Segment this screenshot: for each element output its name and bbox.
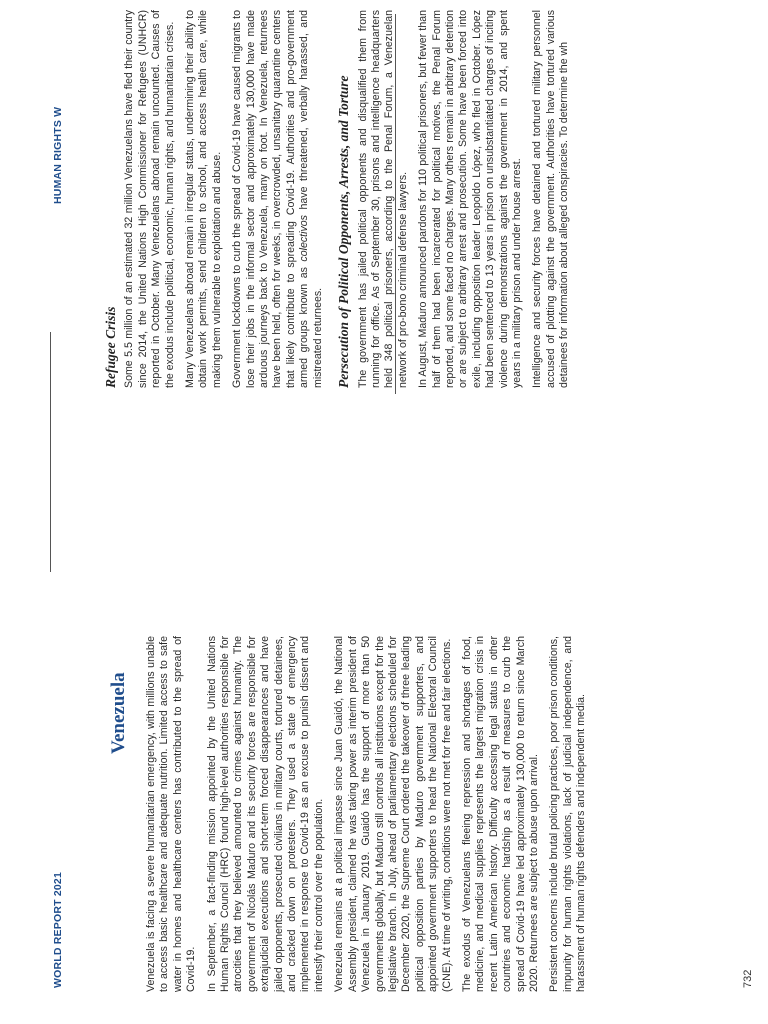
colectivos-term: colectivos	[298, 215, 311, 262]
running-header-right: HUMAN RIGHTS W	[52, 106, 64, 204]
refugee-paragraph-2: Many Venezuelans abroad remain in irregular status, undermining their ability to obtain work permits, send children to school, and access health care, while making them vulnerable to exploitation and abuse.	[184, 10, 223, 388]
refugee-paragraph-3-start: Government lockdowns to curb the spread of Covid-19 have caused migrants to lose their jobs in the informal sector and approximately 130,000 have made arduous journeys back to Venezuela, many on foot. In Venezuela, returnees have been held, often for weeks, in overcrowded, unsanitary quarantine centers that likely contribute to spreading Covid-19. Authorities and pro-government armed groups known as	[231, 10, 311, 388]
refugee-paragraph-3-end: have threatened, verbally harassed, and mistreated returnees.	[298, 10, 324, 388]
title-divider	[50, 332, 51, 572]
section-heading-persecution: Persecution of Political Opponents, Arrests, and Torture	[336, 75, 352, 388]
right-column	[104, 10, 579, 388]
refugee-paragraph-3	[231, 10, 325, 388]
refugee-paragraph-1: Some 5.5 million of an estimated 32 million Venezuelans have fled their country since 2014, the United Nations High Commissioner for Refugees (UNHCR) reported in October. Many Venezuelans abroad remain uncounted. Causes of the exodus include political, economic, human rights, and humanitarian crises.	[123, 10, 176, 388]
persecution-paragraph-3: Intelligence and security forces have detained and tortured military personnel accused of plotting against the government. Authorities have tortured various detainees for information about alleged conspiracies. To determine the wh	[531, 10, 571, 388]
running-header-left: WORLD REPORT 2021	[52, 871, 64, 988]
persecution-paragraph-2: In August, Maduro announced pardons for 110 political prisoners, but fewer than half of them had been incarcerated for political motives, the Penal Forum reported, and some faced no charges. Many others remain in arbitrary detention or are subject to arbitrary arrest and prosecution. Some have been forced into exile, including opposition leader Leopoldo López, who fled in October. López had been sentenced to 13 years in prison on unsubstantiated charges of inciting violence during demonstrations against the government in 2014, and spent years in a military prison and under house arrest.	[417, 10, 523, 388]
country-title: Venezuela	[108, 672, 129, 754]
left-column	[145, 636, 596, 992]
page-number: 732	[742, 969, 754, 988]
intro-paragraph-5: Persistent concerns include brutal policing practices, poor prison conditions, impunity for human rights violations, lack of judicial independence, and harassment of human rights defenders and independent media.	[548, 636, 588, 992]
section-heading-refugee-crisis: Refugee Crisis	[103, 306, 118, 388]
intro-paragraph-1: Venezuela is facing a severe humanitarian emergency, with millions unable to access basic healthcare and adequate nutrition. Limited access to safe water in homes and healthcare centers has contributed to the spread of Covid-19.	[145, 636, 198, 992]
persecution-paragraph-1: The government has jailed political opponents and disqualified them from running for office. As of September 30, prisons and intelligence headquarters held 348 political prisoners, according to the Penal Forum, a Venezuelan network of pro-bono criminal defense lawyers.	[356, 10, 409, 388]
intro-paragraph-4: The exodus of Venezuelans fleeing repression and shortages of food, medicine, and medical supplies represents the largest migration crisis in recent Latin American history. Difficulty accessing legal status in other countries and economic hardship as a result of measures to curb the spread of Covid-19 have led approximately 130,000 to return since March 2020. Returnees are subject to abuse upon arrival.	[460, 636, 540, 992]
intro-paragraph-3: Venezuela remains at a political impasse since Juan Guaidó, the National Assembly president, claimed he was taking power as interim president of Venezuela in January 2019. Guaidó has the support of more than 50 governments globally, but Maduro still controls all institutions except for the legislative branch. In July, ahead of parliamentary elections scheduled for December 2020, the Supreme Court ordered the takeover of three leading political opposition parties by Maduro government supporters, and appointed government supporters to head the National Electoral Council (CNE). At time of writing, conditions were not met for free and fair elections.	[333, 636, 453, 992]
intro-paragraph-2: In September, a fact-finding mission appointed by the United Nations Human Rights Council (HRC) found high-level authorities responsible for atrocities that they believed amounted to crimes against humanity. The government of Nicolás Maduro and its security forces are responsible for extrajudicial executions and short-term forced disappearances and have jailed opponents, prosecuted civilians in military courts, tortured detainees, and cracked down on protesters. They used a state of emergency implemented in response to Covid-19 as an excuse to punish dissent and intensify their control over the population.	[205, 636, 325, 992]
